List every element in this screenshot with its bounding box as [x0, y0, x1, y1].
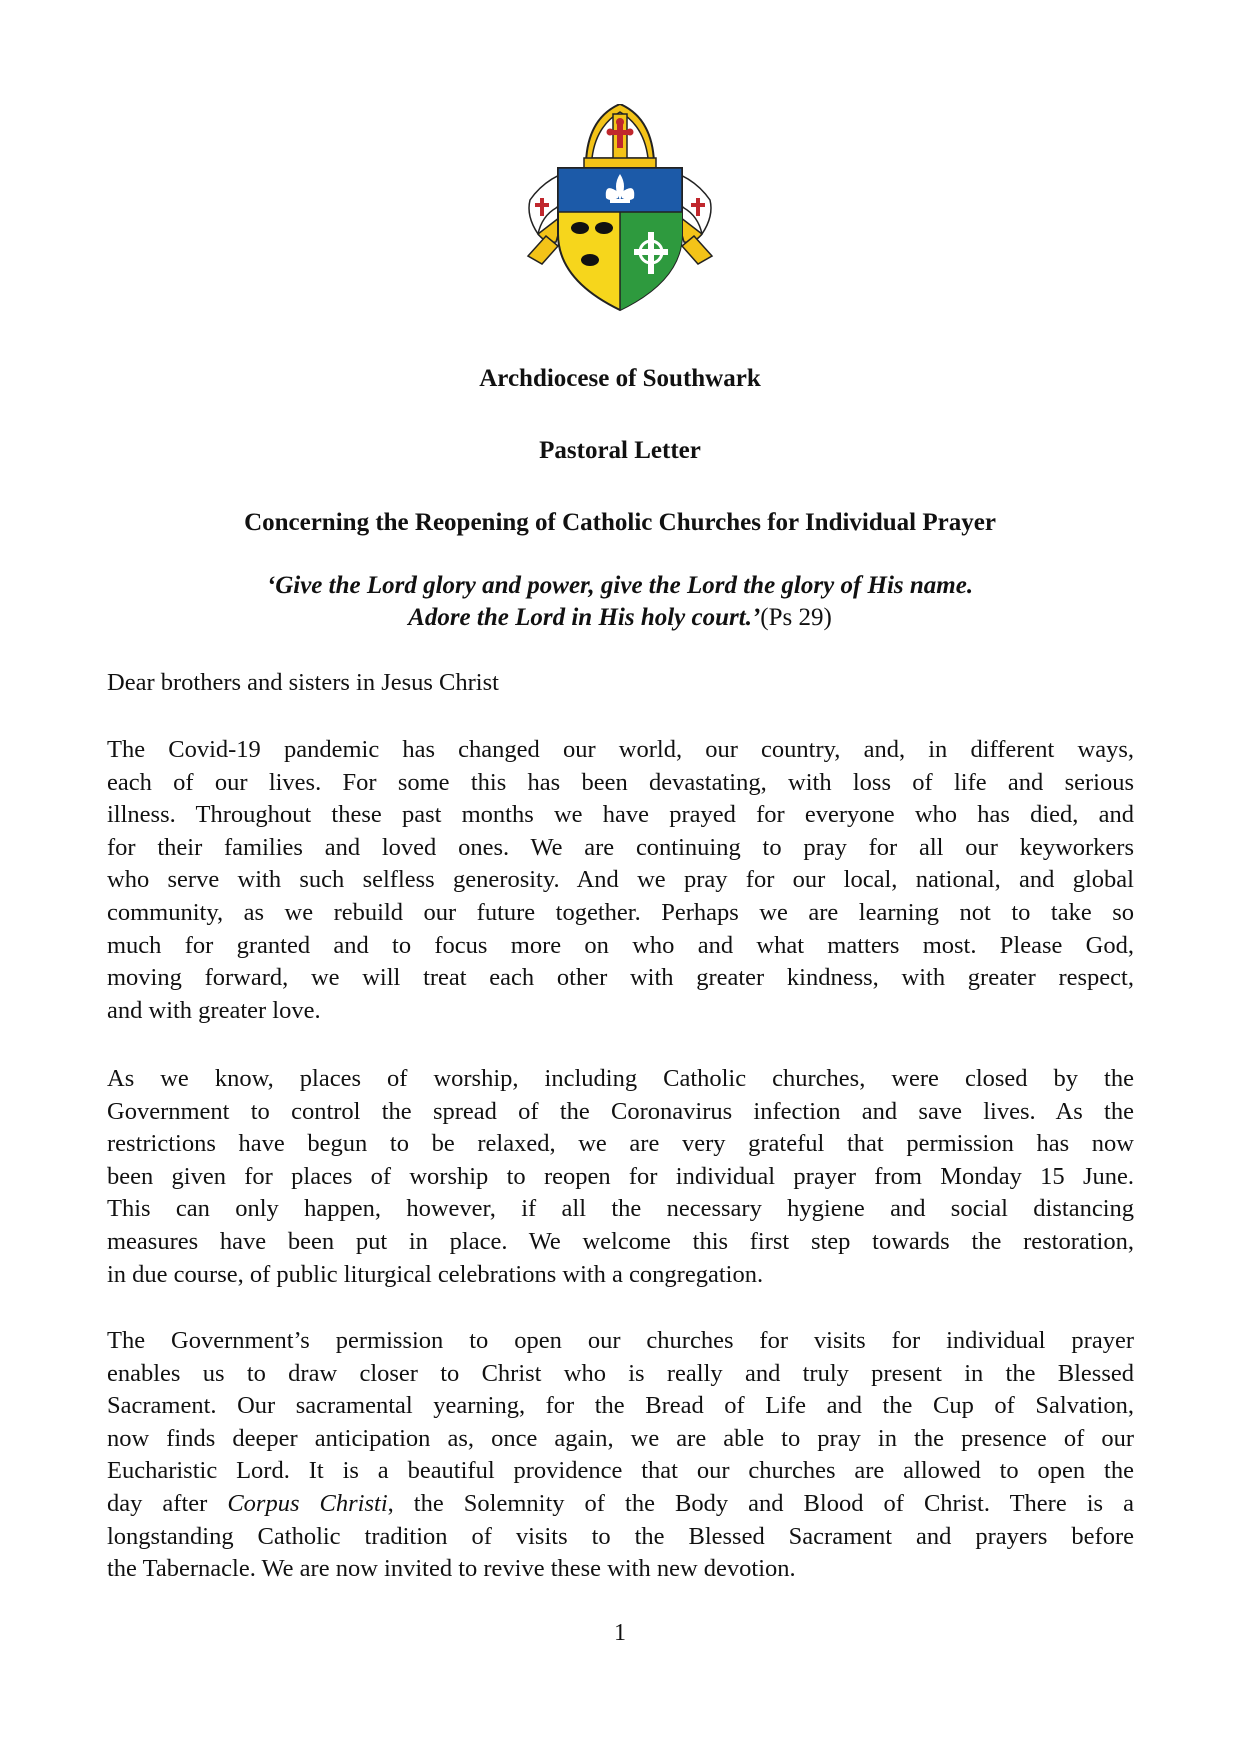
paragraph-line: Eucharistic Lord. It is a beautiful providence that our churches are allowed to open the: [107, 1457, 1134, 1485]
epigraph: [0, 570, 1240, 634]
subject-heading: Concerning the Reopening of Catholic Churches for Individual Prayer: [244, 509, 996, 536]
paragraph-2: [107, 1063, 1134, 1291]
paragraph-line: restrictions have begun to be relaxed, we are very grateful that permission has now: [107, 1130, 1134, 1158]
organisation-heading: Archdiocese of Southwark: [479, 365, 761, 392]
paragraph-1: [107, 734, 1134, 1027]
epigraph-citation: (Ps 29): [760, 604, 832, 631]
paragraph-line: each of our lives. For some this has been devastating, with loss of life and serious: [107, 768, 1134, 796]
paragraph-line: illness. Throughout these past months we have prayed for everyone who has died, and: [107, 801, 1134, 829]
paragraph-line: in due course, of public liturgical celebrations with a congregation.: [107, 1260, 764, 1288]
paragraph-line: much for granted and to focus more on who and what matters most. Please God,: [107, 931, 1134, 959]
paragraph-line: Sacrament. Our sacramental yearning, for the Bread of Life and the Cup of Salvation,: [107, 1392, 1134, 1420]
paragraph-line: longstanding Catholic tradition of visits to the Blessed Sacrament and prayers before: [107, 1522, 1134, 1550]
paragraph-line: enables us to draw closer to Christ who is really and truly present in the Blessed: [107, 1359, 1134, 1387]
paragraph-line: This can only happen, however, if all the necessary hygiene and social distancing: [107, 1195, 1134, 1223]
paragraph-line: The Government’s permission to open our churches for visits for individual prayer: [107, 1327, 1134, 1354]
italic-term: Corpus Christi: [227, 1489, 388, 1517]
epigraph-line-2: Adore the Lord in His holy court.’: [408, 604, 761, 631]
paragraph-line: The Covid-19 pandemic has changed our world, our country, and, in different ways,: [107, 736, 1134, 763]
page-number: 1: [614, 1620, 626, 1646]
text-run: , the Solemnity of the Body and Blood of Christ. There is a: [387, 1489, 1134, 1517]
paragraph-line: the Tabernacle. We are now invited to revive these with new devotion.: [107, 1555, 796, 1583]
paragraph-3: [107, 1325, 1134, 1586]
paragraph-line: who serve with such selfless generosity. And we pray for our local, national, and global: [107, 866, 1134, 894]
epigraph-line-1: ‘Give the Lord glory and power, give the Lord the glory of His name.: [266, 572, 974, 599]
paragraph-line: for their families and loved ones. We are continuing to pray for all our keyworkers: [107, 833, 1134, 861]
paragraph-line: and with greater love.: [107, 996, 321, 1024]
paragraph-line: [107, 1488, 1134, 1521]
salutation: Dear brothers and sisters in Jesus Christ: [107, 669, 499, 696]
paragraph-line: been given for places of worship to reopen for individual prayer from Monday 15 June.: [107, 1162, 1134, 1190]
paragraph-line: community, as we rebuild our future together. Perhaps we are learning not to take so: [107, 898, 1134, 926]
text-run: day after: [107, 1489, 228, 1517]
paragraph-line: measures have been put in place. We welcome this first step towards the restoration,: [107, 1227, 1134, 1255]
paragraph-line: moving forward, we will treat each other with greater kindness, with greater respect,: [107, 964, 1134, 992]
coat-of-arms-icon: [518, 104, 722, 314]
paragraph-line: Government to control the spread of the Coronavirus infection and save lives. As the: [107, 1097, 1134, 1125]
paragraph-line: As we know, places of worship, including Catholic churches, were closed by the: [107, 1065, 1134, 1092]
document-type-heading: Pastoral Letter: [539, 437, 701, 464]
paragraph-line: now finds deeper anticipation as, once again, we are able to pray in the presence of our: [107, 1424, 1134, 1452]
